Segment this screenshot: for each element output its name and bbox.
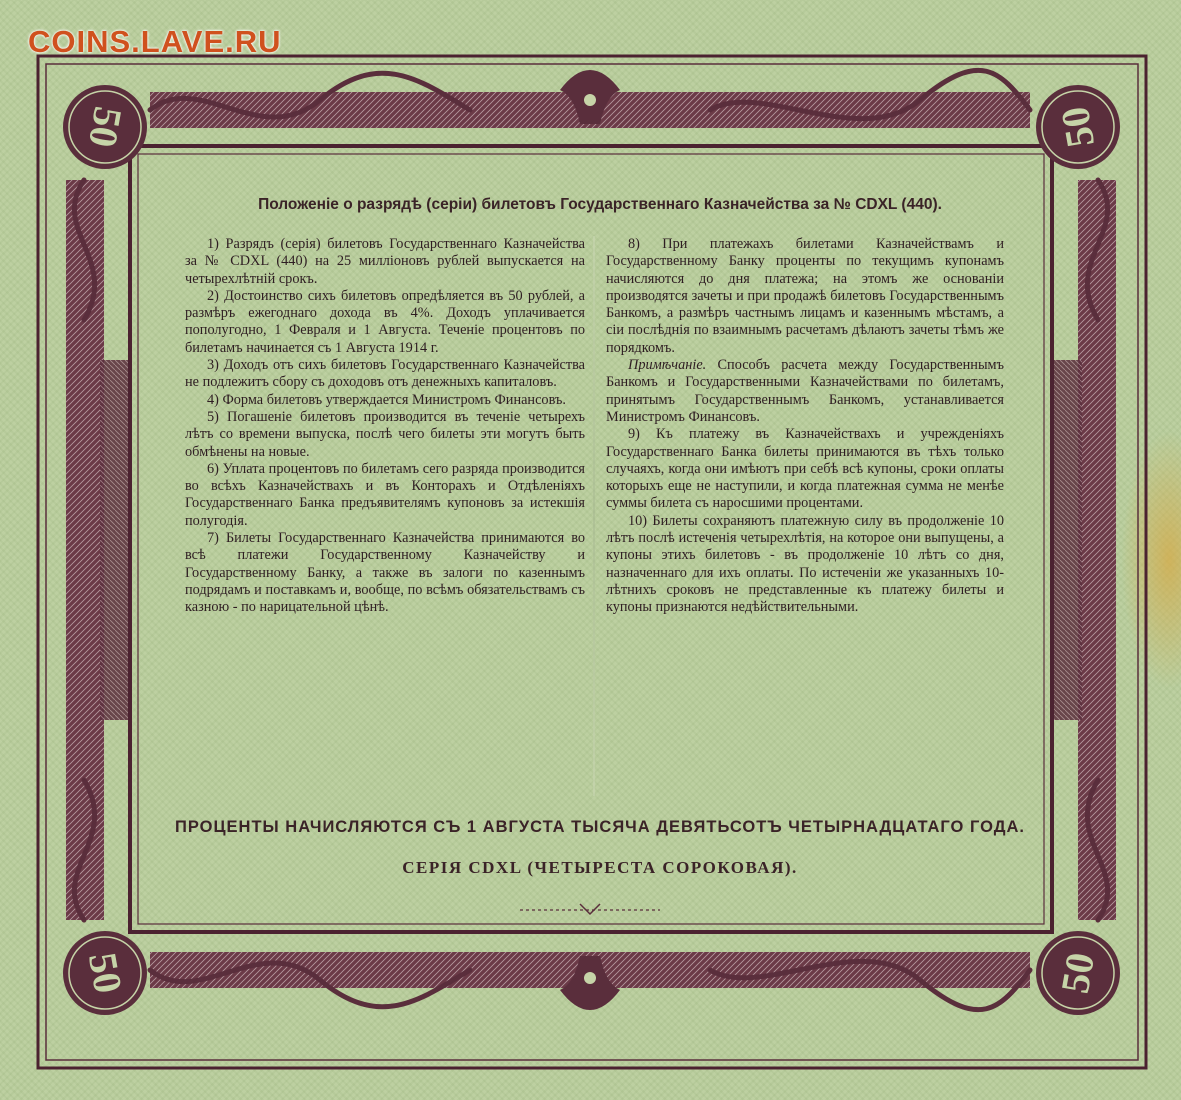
- interest-notice: ПРОЦЕНТЫ НАЧИСЛЯЮТСЯ СЪ 1 АВГУСТА ТЫСЯЧА ДЕВЯТЬСОТЪ ЧЕТЫРНАДЦАТАГО ГОДА.: [175, 818, 1025, 836]
- left-band: [66, 180, 104, 920]
- article-4: 4) Форма билетовъ утверждается Министромъ Финансовъ.: [207, 391, 566, 408]
- regulation-heading: Положеніе о разрядѣ (серіи) билетовъ Государственнаго Казначейства за № CDXL (440).: [258, 196, 942, 213]
- article-3: 3) Доходъ отъ сихъ билетовъ Государственнаго Казначейства не подлежитъ сбору съ доходовъ отъ денежныхъ капиталовъ.: [185, 357, 585, 391]
- left-column: [185, 236, 585, 617]
- note-text: Способъ расчета между Государственнымъ Банкомъ и Государственными Казначействами по билетамъ, принятымъ Государственнымъ Банкомъ, устанавливается Министромъ Финансовъ.: [606, 357, 1004, 425]
- article-10: 10) Билеты сохраняютъ платежную силу въ продолженіе 10 лѣтъ послѣ истеченія четырехлѣтія, на которое они выпущены, а купоны этихъ билетовъ - въ продолженіе 10 лѣтъ со дня, назначеннаго для ихъ оплаты. По истеченіи же указанныхъ 10-лѣтнихъ сроковъ не представленные къ платежу билеты и купоны признаются недѣйствительными.: [606, 512, 1004, 616]
- article-7: 7) Билеты Государственнаго Казначейства принимаются во всѣ платежи Государственному Казначейству и Государственному Банку, а также въ залоги по казеннымъ подрядамъ и поставкамъ и, вообще, по всѣмъ обязательствамъ съ казною - по нарицательной цѣнѣ.: [185, 530, 585, 616]
- corner-denomination-tl: 50: [79, 103, 132, 151]
- corner-denomination-bl: 50: [79, 949, 132, 997]
- series-line: СЕРІЯ CDXL (ЧЕТЫРЕСТА СОРОКОВАЯ).: [402, 858, 798, 877]
- note-label: Примѣчаніе.: [628, 357, 707, 374]
- corner-denomination-tr: 50: [1051, 103, 1104, 151]
- article-8: 8) При платежахъ билетами Казначействамъ и Государственному Банку проценты по текущимъ купонамъ начисляются до дня платежа; на этомъ же основаніи производятся зачеты и при продажѣ билетовъ Государственнымъ Банкомъ, а размѣръ частнымъ лицамъ и казеннымъ мѣстамъ, а сіи послѣднія по взаимнымъ расчетамъ дѣлаютъ зачеты тѣмъ же порядкомъ.: [606, 236, 1004, 356]
- article-2: 2) Достоинство сихъ билетовъ опредѣляется въ 50 рублей, а размѣръ ежегоднаго дохода въ 4%. Доходъ уплачивается пополугодно, 1 Февраля и 1 Августа. Теченіе процентовъ по билетамъ начинается съ 1 Августа 1914 г.: [185, 287, 585, 356]
- article-9: 9) Къ платежу въ Казначействахъ и учрежденіяхъ Государственнаго Банка билеты принимаются въ тѣхъ только случаяхъ, когда они имѣютъ при себѣ всѣ купоны, сроки оплаты которыхъ еще не наступили, и когда платежная сумма не менѣе суммы билета съ наросшими процентами.: [606, 426, 1004, 512]
- right-column: [606, 236, 1004, 617]
- article-1: 1) Разрядъ (серія) билетовъ Государственнаго Казначейства за № CDXL (440) на 25 милліоновъ рублей выпускается на четырехлѣтній срокъ.: [185, 236, 585, 287]
- note-paragraph: [606, 357, 1004, 426]
- article-5: 5) Погашеніе билетовъ производится въ теченіе четырехъ лѣтъ со времени выпуска, послѣ чего билеты эти могутъ быть обмѣнены на новые.: [185, 408, 585, 460]
- right-band: [1078, 180, 1116, 920]
- article-6: 6) Уплата процентовъ по билетамъ сего разряда производится во всѣхъ Казначействахъ и въ Конторахъ и Отдѣленіяхъ Государственнаго Банка предъявителямъ купоновъ за истекшія полугодія.: [185, 460, 585, 529]
- site-watermark: COINS.LAVE.RU: [28, 24, 282, 59]
- corner-denomination-br: 50: [1051, 949, 1104, 997]
- paper-fold: [593, 236, 595, 796]
